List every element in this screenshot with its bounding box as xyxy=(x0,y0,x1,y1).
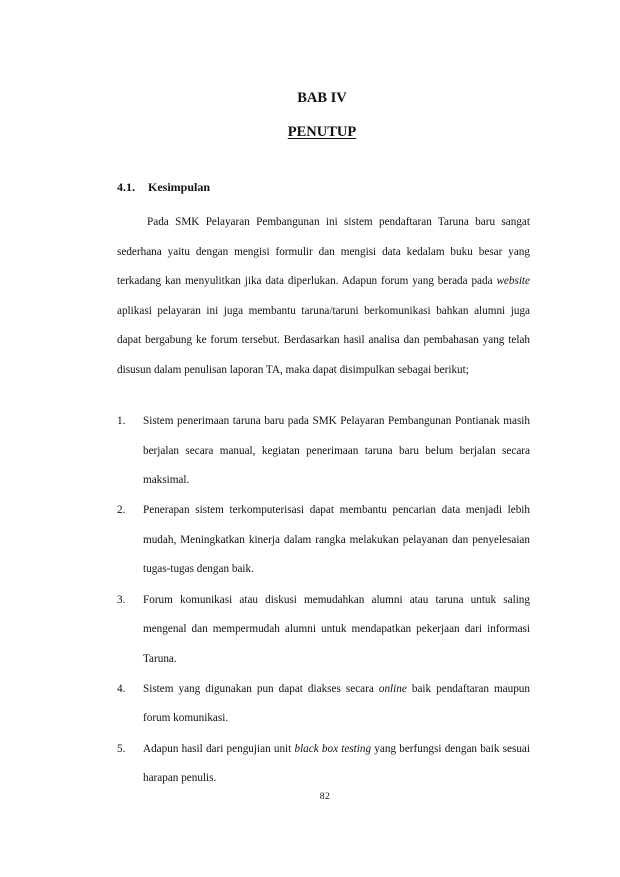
intro-text-2: aplikasi pelayaran ini juga membantu taruna/taruni berkomunikasi bahkan alumni juga dapat bergabung ke forum tersebut. Berdasarkan hasil analisa dan pembahasan yang telah disusun dalam penulisan laporan TA, maka dapat disimpulkan sebagai berikut; xyxy=(117,304,530,376)
list-item xyxy=(117,675,530,734)
list-item-text-before: Adapun hasil dari pengujian unit xyxy=(143,742,295,755)
intro-text-1: Pada SMK Pelayaran Pembangunan ini sistem pendaftaran Taruna baru sangat sederhana yaitu dengan mengisi formulir dan mengisi data kedalam buku besar yang terkadang kan menyulitkan jika data diperlukan. Adapun forum yang berada pada xyxy=(117,216,530,288)
list-item-text-before: Sistem yang digunakan pun dapat diakses secara xyxy=(143,682,379,695)
list-marker: 5. xyxy=(117,742,126,755)
section-heading xyxy=(117,179,210,195)
list-item-italic: online xyxy=(378,682,407,695)
list-item-text: Sistem penerimaan taruna baru pada SMK Pelayaran Pembangunan Pontianak masih berjalan secara manual, kegiatan penerimaan taruna baru belum berjalan secara maksimal. xyxy=(143,415,530,487)
list-marker: 2. xyxy=(117,504,126,517)
list-marker: 3. xyxy=(117,593,126,606)
chapter-title: PENUTUP xyxy=(287,124,357,140)
list-item-italic: black box testing xyxy=(294,742,372,755)
intro-italic-website: website xyxy=(496,275,530,288)
list-item xyxy=(117,407,530,496)
list-item xyxy=(117,735,530,794)
list-item-text: Forum komunikasi atau diskusi memudahkan alumni atau taruna untuk saling mengenal dan mempermudah alumni untuk mendapatkan pekerjaan dari informasi Taruna. xyxy=(143,593,530,665)
section-number: 4.1. xyxy=(117,180,135,194)
page-number: 82 xyxy=(319,792,331,802)
list-item-text-after: yang berfungsi dengan baik sesuai harapan penulis. xyxy=(143,742,530,785)
intro-paragraph xyxy=(117,208,530,386)
list-item xyxy=(117,586,530,675)
list-item-text: Penerapan sistem terkomputerisasi dapat membantu pencarian data menjadi lebih mudah, Meningkatkan kinerja dalam rangka melakukan pelayanan dan penyelesaian tugas-tugas dengan baik. xyxy=(143,504,530,576)
chapter-number: BAB IV xyxy=(297,90,347,106)
list-item xyxy=(117,496,530,585)
conclusion-list xyxy=(117,407,530,794)
list-marker: 4. xyxy=(117,682,126,695)
list-marker: 1. xyxy=(117,415,126,427)
section-title: Kesimpulan xyxy=(148,180,211,194)
list-item-text-after: baik pendaftaran maupun forum komunikasi. xyxy=(143,682,530,725)
